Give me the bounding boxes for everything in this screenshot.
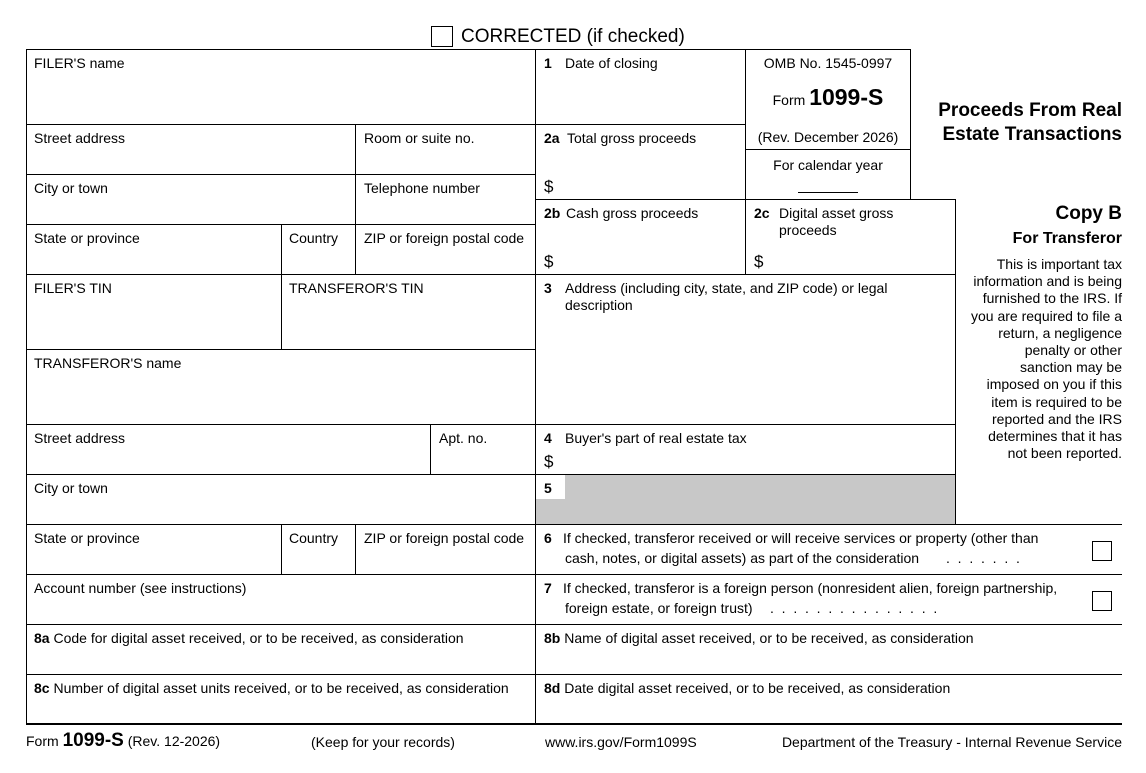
filer-tin-label: FILER'S TIN xyxy=(34,280,112,296)
filer-room-label: Room or suite no. xyxy=(364,130,475,146)
box2a-label: Total gross proceeds xyxy=(567,130,697,146)
copy-title: Copy B xyxy=(1055,203,1122,224)
transferor-city-label: City or town xyxy=(34,480,108,496)
box2b-number: 2b xyxy=(544,205,561,221)
transferor-name-label: TRANSFEROR'S name xyxy=(34,355,182,371)
box8c-label: 8c Number of digital asset units received, or to be received, as consideration xyxy=(34,680,509,696)
box2b-dollar: $ xyxy=(544,252,554,271)
transferor-street-label: Street address xyxy=(34,430,126,446)
corrected-checkbox[interactable] xyxy=(431,26,453,47)
box7-leader-dots: . . . . . . . . . . . . . . . xyxy=(770,600,938,616)
filer-city-label: City or town xyxy=(34,180,108,196)
box2c-label-line2: proceeds xyxy=(779,222,837,238)
box4-number: 4 xyxy=(544,430,552,446)
box3-label-line2: description xyxy=(565,297,633,313)
box8a-label: 8a Code for digital asset received, or to be received, as consideration xyxy=(34,630,464,646)
form-title-line1: Proceeds From Real xyxy=(938,100,1122,121)
transferor-state-label: State or province xyxy=(34,530,140,546)
box6-checkbox[interactable] xyxy=(1092,541,1112,561)
box7-checkbox[interactable] xyxy=(1092,591,1112,611)
box2a-dollar: $ xyxy=(544,177,554,196)
copy-subtitle: For Transferor xyxy=(1012,230,1122,247)
omb-number: OMB No. 1545-0997 xyxy=(763,55,893,71)
box3-label-line1: Address (including city, state, and ZIP code) or legal xyxy=(565,280,888,296)
box7-number: 7 xyxy=(544,580,552,596)
box5-number: 5 xyxy=(544,480,552,496)
copy-notice: This is important tax information and is being furnished to the IRS. If you are required to file a return, a negligence penalty or other sanction may be imposed on you if this item is required to be reported and the IRS determines that it has not been reported. xyxy=(971,256,1122,462)
box1-number: 1 xyxy=(544,55,552,71)
box2c-number: 2c xyxy=(754,205,770,221)
form-word: Form xyxy=(772,92,806,108)
box4-dollar: $ xyxy=(544,452,554,471)
box8d-label: 8d Date digital asset received, or to be received, as consideration xyxy=(544,680,951,696)
box1-label: Date of closing xyxy=(565,55,658,71)
account-number-label: Account number (see instructions) xyxy=(34,580,247,596)
box2c-dollar: $ xyxy=(754,252,764,271)
footer-keep-note: (Keep for your records) xyxy=(311,734,455,750)
transferor-tin-label: TRANSFEROR'S TIN xyxy=(289,280,424,296)
box2a-number: 2a xyxy=(544,130,560,146)
filer-phone-label: Telephone number xyxy=(364,180,480,196)
footer-department: Department of the Treasury - Internal Revenue Service xyxy=(781,734,1122,750)
box3-number: 3 xyxy=(544,280,552,296)
filer-country-label: Country xyxy=(289,230,339,246)
box6-number: 6 xyxy=(544,530,552,546)
box7-label-line2: foreign estate, or foreign trust) xyxy=(565,600,753,616)
form-number: 1099-S xyxy=(809,84,884,110)
form-id-header xyxy=(745,84,911,111)
filer-zip-label: ZIP or foreign postal code xyxy=(364,230,525,246)
box6-label-line1: If checked, transferor received or will receive services or property (other than xyxy=(563,530,1039,546)
box4-label: Buyer's part of real estate tax xyxy=(565,430,747,446)
box2b-label: Cash gross proceeds xyxy=(566,205,699,221)
form-title-line2: Estate Transactions xyxy=(942,124,1122,145)
filer-name-label: FILER'S name xyxy=(34,55,125,71)
calendar-year-field[interactable] xyxy=(798,192,858,193)
corrected-label: CORRECTED (if checked) xyxy=(461,26,685,47)
filer-street-label: Street address xyxy=(34,130,126,146)
revision-date: (Rev. December 2026) xyxy=(757,129,899,145)
box6-label-line2: cash, notes, or digital assets) as part of the consideration xyxy=(565,550,920,566)
transferor-apt-label: Apt. no. xyxy=(439,430,488,446)
box5-shaded-area xyxy=(536,475,955,524)
box7-label-line1: If checked, transferor is a foreign person (nonresident alien, foreign partnership, xyxy=(563,580,1058,596)
footer-form-id: Form 1099-S (Rev. 12-2026) xyxy=(26,730,221,751)
footer-url[interactable]: www.irs.gov/Form1099S xyxy=(545,734,697,750)
transferor-country-label: Country xyxy=(289,530,339,546)
transferor-zip-label: ZIP or foreign postal code xyxy=(364,530,525,546)
calendar-year-label: For calendar year xyxy=(773,157,883,173)
filer-state-label: State or province xyxy=(34,230,140,246)
box8b-label: 8b Name of digital asset received, or to be received, as consideration xyxy=(544,630,974,646)
box2c-label-line1: Digital asset gross xyxy=(779,205,894,221)
box6-leader-dots: . . . . . . . xyxy=(946,550,1020,566)
